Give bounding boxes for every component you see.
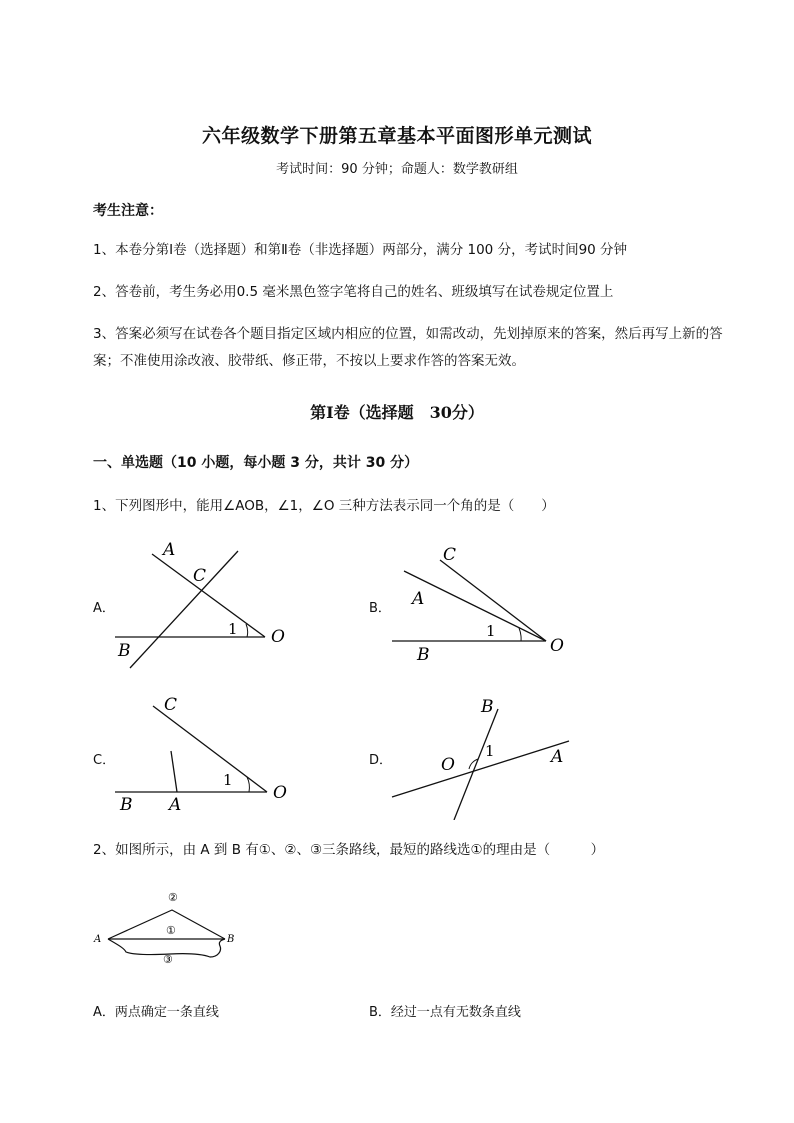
section-title: 第Ⅰ卷（选择题 30分） bbox=[310, 403, 484, 422]
q1-option-a-figure bbox=[100, 535, 300, 670]
q1b-point-b: B bbox=[417, 645, 430, 665]
q2-option-a[interactable]: A．两点确定一条直线 bbox=[93, 1005, 219, 1020]
q1d-point-b: B bbox=[481, 697, 494, 717]
notice-item-3: 3、答案必须写在试卷各个题目指定区域内相应的位置，如需改动，先划掉原来的答案，然后再写上新的答案；不准使用涂改液、胶带纸、修正带，不按以上要求作答的答案无效。 bbox=[93, 326, 723, 369]
q2-route-1: ① bbox=[166, 924, 176, 937]
q1c-point-o: O bbox=[273, 783, 287, 803]
q1a-angle-1: 1 bbox=[228, 620, 238, 638]
q1-option-c-figure bbox=[100, 690, 300, 820]
q1d-point-o: O bbox=[441, 755, 455, 775]
q1b-point-c: C bbox=[443, 545, 457, 565]
q1a-point-a: A bbox=[163, 540, 176, 560]
q1b-angle-1: 1 bbox=[486, 622, 496, 640]
q1-option-c-label[interactable]: C． bbox=[93, 753, 116, 768]
q1b-point-o: O bbox=[550, 636, 564, 656]
notice-item-1: 1、本卷分第Ⅰ卷（选择题）和第Ⅱ卷（非选择题）两部分，满分 100 分，考试时间90 分钟 bbox=[93, 242, 628, 258]
q2-point-b: B bbox=[227, 934, 235, 945]
page-title: 六年级数学下册第五章基本平面图形单元测试 bbox=[201, 125, 592, 147]
exam-info: 考试时间：90 分钟；命题人：数学教研组 bbox=[276, 162, 518, 177]
q1a-point-b: B bbox=[118, 641, 131, 661]
q1-option-a-label[interactable]: A． bbox=[93, 601, 115, 616]
q2-route-2: ② bbox=[168, 891, 178, 904]
q1c-point-c: C bbox=[164, 695, 178, 715]
q1d-angle-1: 1 bbox=[485, 742, 495, 760]
q1-option-d-figure bbox=[385, 690, 590, 820]
q2-option-b[interactable]: B．经过一点有无数条直线 bbox=[369, 1005, 521, 1020]
q1a-point-c: C bbox=[193, 566, 207, 586]
part-heading: 一、单选题（10 小题，每小题 3 分，共计 30 分） bbox=[93, 455, 419, 471]
notice-heading: 考生注意： bbox=[93, 203, 163, 219]
q2-point-a: A bbox=[94, 934, 102, 945]
q2-route-figure bbox=[90, 885, 250, 970]
question-2-stem: 2、如图所示，由 A 到 B 有①、②、③三条路线，最短的路线选①的理由是（ ） bbox=[93, 842, 605, 858]
question-1-stem: 1、下列图形中，能用∠AOB，∠1，∠O 三种方法表示同一个角的是（ ） bbox=[93, 498, 555, 514]
q1c-angle-1: 1 bbox=[223, 771, 233, 789]
q1c-point-b: B bbox=[120, 795, 133, 815]
q1-option-b-label[interactable]: B． bbox=[369, 601, 391, 616]
q2-route-3: ③ bbox=[163, 953, 173, 966]
notice-item-2: 2、答卷前，考生务必用0.5 毫米黑色签字笔将自己的姓名、班级填写在试卷规定位置上 bbox=[93, 284, 614, 300]
q1c-point-a: A bbox=[169, 795, 182, 815]
q1b-point-a: A bbox=[412, 589, 425, 609]
q1-option-d-label[interactable]: D． bbox=[369, 753, 393, 768]
q1-option-b-figure bbox=[380, 535, 580, 670]
q1a-point-o: O bbox=[271, 627, 285, 647]
q1d-point-a: A bbox=[551, 747, 564, 767]
